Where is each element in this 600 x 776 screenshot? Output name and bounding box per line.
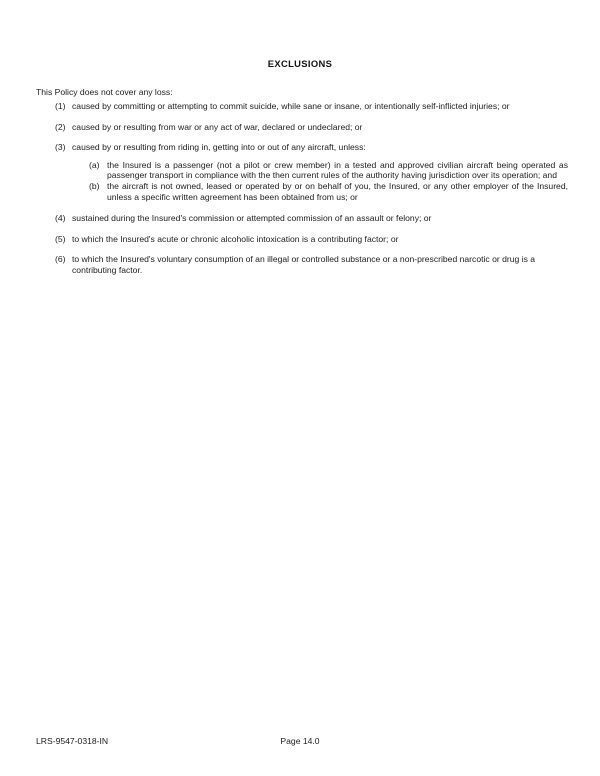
page-footer [0, 736, 600, 748]
list-marker: (3) [55, 142, 66, 153]
sublist-marker: (a) [89, 159, 100, 170]
exclusion-item [36, 101, 568, 112]
exclusion-item [36, 254, 568, 275]
form-number: LRS-9547-0318-IN [36, 736, 109, 746]
exclusion-text: sustained during the Insured's commission or attempted commission of an assault or felony; or [72, 213, 432, 224]
list-marker: (6) [55, 254, 66, 265]
exclusion-item [36, 234, 568, 245]
exclusion-sublist [72, 160, 568, 202]
exclusions-list [36, 101, 568, 286]
exclusion-item [36, 142, 568, 202]
exclusion-text: caused by committing or attempting to commit suicide, while sane or insane, or intentionally self-inflicted injuries; or [72, 101, 510, 111]
exclusion-text: caused by or resulting from riding in, getting into or out of any aircraft, unless: [72, 142, 366, 153]
page-title: EXCLUSIONS [267, 58, 333, 69]
exclusion-text: to which the Insured's voluntary consumption of an illegal or controlled substance or a non-prescribed narcotic or drug is a contributing factor. [72, 254, 536, 275]
exclusion-subitem-text: the aircraft is not owned, leased or operated by or on behalf of you, the Insured, or any other employer of the Insured, unless a specific written agreement has been obtained from us; or [107, 180, 568, 202]
exclusion-subitem [89, 181, 568, 202]
exclusion-text: caused by or resulting from war or any act of war, declared or undeclared; or [72, 121, 363, 132]
list-marker: (2) [55, 121, 66, 132]
list-marker: (5) [55, 233, 66, 244]
exclusion-item [36, 213, 568, 224]
exclusion-text: to which the Insured's acute or chronic alcoholic intoxication is a contributing factor; or [72, 233, 399, 244]
exclusion-item [36, 122, 568, 133]
sublist-marker: (b) [89, 180, 100, 191]
exclusion-subitem [89, 160, 568, 181]
list-marker: (1) [55, 101, 66, 111]
exclusion-subitem-text: the Insured is a passenger (not a pilot or crew member) in a tested and approved civilian aircraft being operated as passenger transport in compliance with the then current rules of the authority having jurisdiction over its operation; and [107, 159, 568, 181]
list-marker: (4) [55, 213, 66, 224]
page-number: Page 14.0 [280, 736, 320, 746]
intro-paragraph: This Policy does not cover any loss: [36, 87, 173, 97]
